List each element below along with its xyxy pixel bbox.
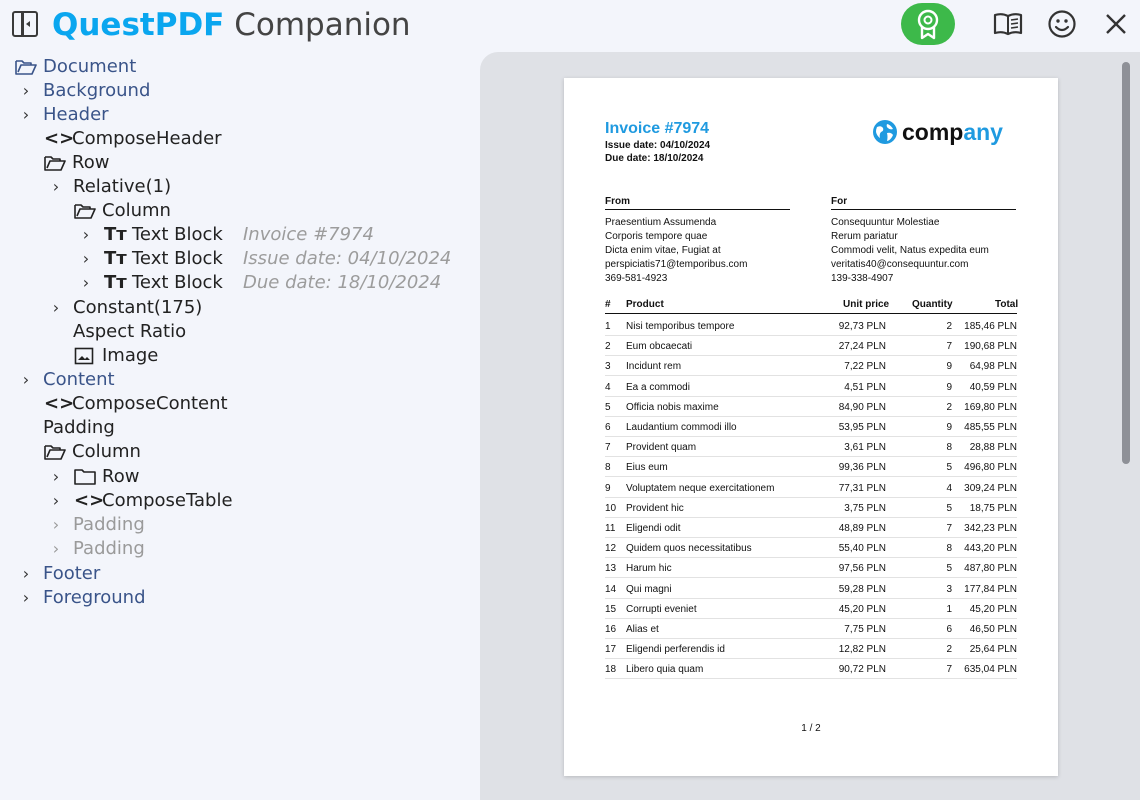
tree-node-label: ComposeContent — [72, 393, 228, 414]
cell-num: 1 — [605, 321, 611, 332]
cell-total: 342,23 PLN — [964, 523, 1017, 534]
cell-quantity: 2 — [946, 321, 952, 332]
tree-node-label: Text Block — [132, 272, 223, 293]
cell-unit-price: 3,61 PLN — [844, 442, 886, 454]
cell-product: Ea a commodi — [626, 381, 690, 393]
chevron-right-icon[interactable]: › — [22, 105, 30, 124]
tree-node-label: Text Block — [132, 224, 223, 245]
cell-num: 9 — [605, 482, 611, 494]
app-title-rest: Companion — [234, 7, 411, 43]
cell-quantity: 9 — [946, 361, 952, 373]
cell-total: 487,80 PLN — [964, 563, 1017, 575]
cell-num: 8 — [605, 462, 611, 474]
code-icon: <> — [74, 490, 105, 511]
tree-node-label: ComposeTable — [102, 490, 233, 511]
image-icon — [74, 347, 94, 365]
from-line: Praesentium Assumenda — [605, 217, 717, 228]
cell-quantity: 2 — [946, 401, 952, 413]
table-row — [605, 478, 1017, 498]
code-icon: <> — [44, 393, 75, 414]
chevron-right-icon[interactable]: › — [22, 81, 30, 100]
cell-quantity: 9 — [946, 422, 952, 433]
table-row — [605, 377, 1017, 397]
table-row — [605, 397, 1017, 417]
cell-quantity: 8 — [946, 543, 952, 555]
cell-quantity: 1 — [946, 603, 952, 615]
cell-unit-price: 7,75 PLN — [844, 624, 886, 635]
text-icon: Tт — [104, 272, 127, 293]
cell-quantity: 8 — [946, 442, 952, 454]
table-row — [605, 538, 1017, 558]
smiley-icon[interactable] — [1046, 8, 1078, 40]
cell-quantity: 7 — [946, 523, 952, 534]
tree-node-label: Background — [43, 80, 151, 101]
cell-unit-price: 45,20 PLN — [838, 603, 886, 615]
for-heading: For — [831, 196, 1016, 210]
for-line: 139-338-4907 — [831, 273, 894, 284]
from-heading: From — [605, 196, 790, 210]
book-icon[interactable] — [992, 8, 1024, 40]
table-row — [605, 417, 1017, 437]
cell-total: 45,20 PLN — [969, 603, 1017, 615]
table-row — [605, 336, 1017, 356]
table-row — [605, 498, 1017, 518]
col-header-unit-price: Unit price — [843, 299, 890, 310]
tree-node-label: ComposeHeader — [72, 128, 222, 149]
cell-product: Incidunt rem — [626, 361, 682, 373]
tree-node-label: Header — [43, 104, 109, 125]
cell-num: 4 — [605, 381, 611, 393]
cell-product: Nisi temporibus tempore — [626, 321, 735, 332]
table-row — [605, 639, 1017, 659]
cell-num: 3 — [605, 361, 611, 373]
license-badge-button[interactable] — [901, 3, 955, 45]
table-row — [605, 437, 1017, 457]
app-title — [52, 5, 411, 45]
cell-quantity: 2 — [946, 644, 952, 656]
table-row — [605, 356, 1017, 376]
folder-open-icon — [44, 154, 66, 172]
cell-quantity: 6 — [946, 624, 952, 635]
for-line: Consequuntur Molestiae — [831, 217, 940, 228]
cell-quantity: 7 — [946, 664, 952, 676]
cell-unit-price: 12,82 PLN — [838, 644, 886, 656]
cell-total: 25,64 PLN — [969, 644, 1017, 656]
folder-open-icon — [15, 58, 37, 76]
table-row — [605, 316, 1017, 336]
tree-node-label: Foreground — [43, 587, 146, 608]
cell-total: 635,04 PLN — [964, 664, 1017, 676]
col-header-quantity: Quantity — [912, 299, 953, 310]
cell-unit-price: 99,36 PLN — [838, 462, 886, 474]
cell-product: Qui magni — [626, 583, 672, 595]
col-header-product: Product — [626, 299, 664, 310]
app-brand: QuestPDF — [52, 7, 225, 43]
tree-node-hint: Issue date: 04/10/2024 — [243, 248, 452, 269]
tree-node-hint: Invoice #7974 — [243, 224, 374, 245]
document-page — [564, 78, 1058, 776]
table-row — [605, 659, 1017, 679]
cell-total: 496,80 PLN — [964, 462, 1017, 474]
logo-wordmark-part-2: any — [963, 119, 1003, 145]
chevron-right-icon[interactable]: › — [82, 225, 90, 244]
tree-node-label: Padding — [73, 514, 145, 535]
table-row — [605, 599, 1017, 619]
from-line: perspiciatis71@temporibus.com — [605, 259, 748, 270]
chevron-right-icon[interactable]: › — [22, 370, 30, 389]
invoice-due-date: Due date: 18/10/2024 — [605, 153, 704, 164]
cell-product: Eius eum — [626, 462, 668, 474]
chevron-right-icon[interactable]: › — [52, 539, 60, 558]
cell-total: 177,84 PLN — [964, 583, 1017, 595]
cell-num: 17 — [605, 644, 617, 656]
tree-node-label: Text Block — [132, 248, 223, 269]
table-row — [605, 558, 1017, 578]
tree-node-label: Footer — [43, 563, 101, 584]
tree-node-label: Padding — [43, 417, 115, 438]
cell-unit-price: 7,22 PLN — [844, 361, 886, 373]
cell-total: 40,59 PLN — [969, 381, 1017, 393]
cell-total: 46,50 PLN — [969, 624, 1017, 635]
cell-num: 16 — [605, 624, 617, 635]
cell-unit-price: 84,90 PLN — [838, 401, 886, 413]
cell-quantity: 3 — [946, 583, 952, 595]
for-line: veritatis40@consequuntur.com — [831, 259, 969, 270]
cell-unit-price: 4,51 PLN — [844, 381, 886, 393]
cell-product: Libero quia quam — [626, 664, 704, 676]
cell-total: 185,46 PLN — [964, 321, 1017, 332]
text-icon: Tт — [104, 224, 127, 245]
company-logo — [872, 118, 1022, 148]
cell-num: 10 — [605, 502, 617, 514]
cell-total: 18,75 PLN — [969, 502, 1017, 514]
cell-unit-price: 77,31 PLN — [838, 482, 886, 494]
close-icon[interactable] — [1100, 8, 1132, 40]
invoice-title: Invoice #7974 — [605, 120, 710, 137]
code-icon: <> — [44, 128, 75, 149]
preview-scrollbar[interactable] — [1122, 62, 1130, 464]
cell-unit-price: 55,40 PLN — [838, 543, 886, 555]
tree-node-label: Column — [72, 441, 141, 462]
tree-node-label: Document — [43, 56, 137, 77]
cell-unit-price: 97,56 PLN — [838, 563, 886, 575]
globe-icon — [872, 119, 898, 145]
tree-node-label: Relative(1) — [73, 176, 172, 197]
cell-num: 15 — [605, 603, 617, 615]
cell-num: 14 — [605, 583, 617, 595]
page-number: 1 / 2 — [801, 723, 821, 734]
cell-total: 64,98 PLN — [969, 361, 1017, 373]
cell-num: 6 — [605, 422, 611, 433]
cell-total: 309,24 PLN — [964, 482, 1017, 494]
cell-quantity: 5 — [946, 563, 952, 575]
cell-quantity: 9 — [946, 381, 952, 393]
logo-wordmark — [902, 118, 1003, 146]
chevron-right-icon[interactable]: › — [52, 298, 60, 317]
cell-quantity: 5 — [946, 462, 952, 474]
cell-num: 18 — [605, 664, 617, 676]
cell-total: 485,55 PLN — [964, 422, 1017, 433]
from-line: 369-581-4923 — [605, 273, 668, 284]
cell-unit-price: 90,72 PLN — [838, 664, 886, 676]
tree-node-label: Content — [43, 369, 115, 390]
title-bar — [0, 0, 1140, 50]
cell-num: 7 — [605, 442, 611, 454]
chevron-right-icon[interactable]: › — [52, 467, 60, 486]
award-icon — [901, 3, 955, 45]
for-line: Commodi velit, Natus expedita eum — [831, 245, 989, 256]
text-icon: Tт — [104, 248, 127, 269]
tree-node-label: Image — [102, 345, 159, 366]
from-line: Dicta enim vitae, Fugiat at — [605, 245, 721, 256]
table-row — [605, 619, 1017, 639]
cell-product: Corrupti eveniet — [626, 603, 697, 615]
cell-unit-price: 48,89 PLN — [838, 523, 886, 534]
cell-quantity: 5 — [946, 502, 952, 514]
cell-product: Provident quam — [626, 442, 697, 454]
cell-product: Eum obcaecati — [626, 341, 693, 353]
table-header-rule — [605, 313, 1017, 314]
cell-unit-price: 3,75 PLN — [844, 502, 886, 514]
cell-product: Eligendi odit — [626, 523, 681, 534]
logo-wordmark-part-1: comp — [902, 119, 964, 145]
cell-unit-price: 92,73 PLN — [838, 321, 886, 332]
col-header-num: # — [605, 299, 611, 310]
cell-unit-price: 27,24 PLN — [838, 341, 886, 353]
chevron-right-icon[interactable]: › — [82, 273, 90, 292]
chevron-right-icon[interactable]: › — [52, 515, 60, 534]
tree-node-hint: Due date: 18/10/2024 — [243, 272, 442, 293]
cell-unit-price: 53,95 PLN — [838, 422, 886, 433]
from-line: Corporis tempore quae — [605, 231, 708, 242]
cell-quantity: 4 — [946, 482, 952, 494]
chevron-right-icon[interactable]: › — [52, 491, 60, 510]
cell-num: 12 — [605, 543, 617, 555]
cell-unit-price: 59,28 PLN — [838, 583, 886, 595]
cell-num: 11 — [605, 523, 616, 534]
tree-node-label: Row — [102, 466, 140, 487]
chevron-right-icon[interactable]: › — [22, 588, 30, 607]
tree-node-label: Constant(175) — [73, 297, 203, 318]
cell-product: Officia nobis maxime — [626, 401, 719, 413]
cell-num: 2 — [605, 341, 611, 353]
cell-product: Provident hic — [626, 502, 684, 514]
folder-open-icon — [44, 443, 66, 461]
cell-product: Alias et — [626, 624, 659, 635]
chevron-right-icon[interactable]: › — [82, 249, 90, 268]
tree-node-label: Aspect Ratio — [73, 321, 187, 342]
cell-num: 5 — [605, 401, 611, 413]
folder-open-icon — [74, 202, 96, 220]
folder-icon — [74, 468, 96, 486]
col-header-total: Total — [995, 299, 1019, 310]
cell-total: 169,80 PLN — [964, 401, 1017, 413]
sidebar-toggle-icon[interactable] — [12, 11, 38, 37]
table-row — [605, 579, 1017, 599]
tree-node-label: Column — [102, 200, 171, 221]
table-row — [605, 518, 1017, 538]
cell-quantity: 7 — [946, 341, 952, 353]
cell-total: 443,20 PLN — [964, 543, 1017, 555]
cell-total: 190,68 PLN — [964, 341, 1017, 353]
chevron-right-icon[interactable]: › — [22, 564, 30, 583]
cell-product: Voluptatem neque exercitationem — [626, 482, 775, 494]
cell-num: 13 — [605, 563, 617, 575]
tree-node-label: Row — [72, 152, 110, 173]
cell-product: Laudantium commodi illo — [626, 422, 737, 433]
cell-total: 28,88 PLN — [969, 442, 1017, 454]
cell-product: Eligendi perferendis id — [626, 644, 725, 656]
invoice-issue-date: Issue date: 04/10/2024 — [605, 140, 711, 151]
cell-product: Quidem quos necessitatibus — [626, 543, 752, 555]
table-row — [605, 457, 1017, 477]
tree-node-label: Padding — [73, 538, 145, 559]
for-line: Rerum pariatur — [831, 231, 898, 242]
cell-product: Harum hic — [626, 563, 672, 575]
chevron-right-icon[interactable]: › — [52, 177, 60, 196]
